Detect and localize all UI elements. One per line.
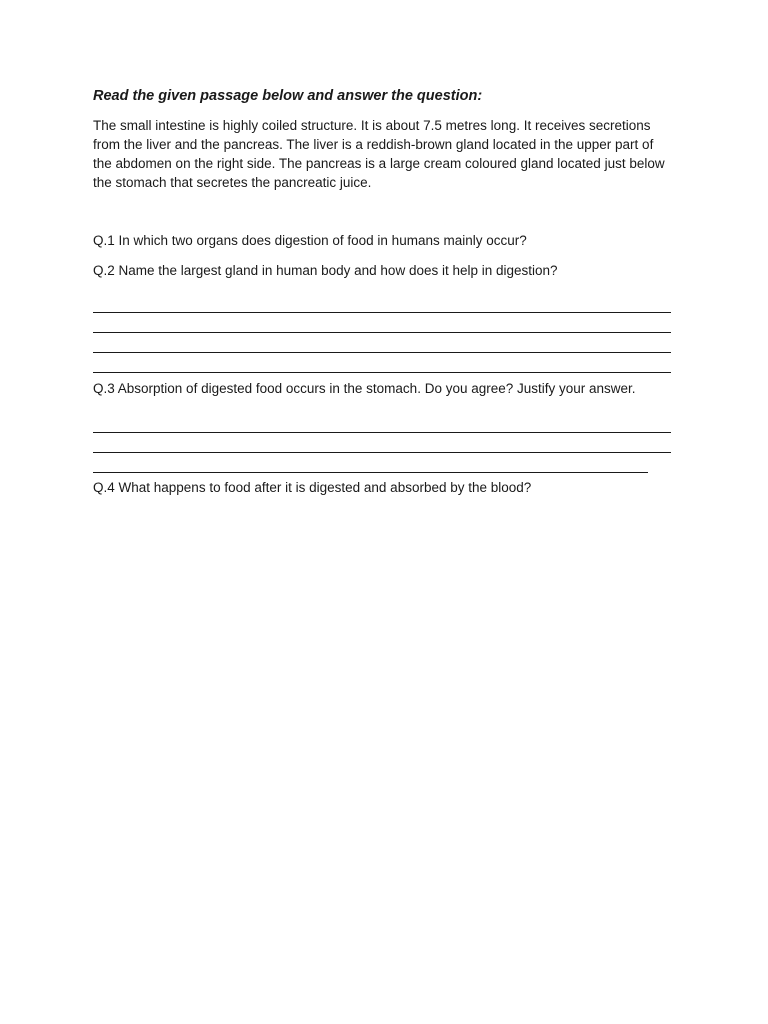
answer-line (93, 333, 671, 353)
reading-passage: The small intestine is highly coiled structure. It is about 7.5 metres long. It receives secretions from the liver and the pancreas. The liver is a reddish-brown gland located in the upper part of the abdomen on the right side. The pancreas is a large cream coloured gland located just below the stomach that secretes the pancreatic juice. (93, 118, 665, 190)
answer-lines-q3 (93, 413, 673, 473)
answer-line (93, 353, 671, 373)
worksheet-page (93, 86, 673, 497)
answer-line (93, 453, 648, 473)
answer-line (93, 413, 671, 433)
instruction-heading: Read the given passage below and answer the question: (93, 88, 483, 104)
answer-lines-q2 (93, 293, 673, 373)
question-1: Q.1 In which two organs does digestion of food in humans mainly occur? (93, 233, 527, 248)
answer-line (93, 313, 671, 333)
answer-line (93, 293, 671, 313)
question-4: Q.4 What happens to food after it is digested and absorbed by the blood? (93, 480, 532, 495)
answer-line (93, 433, 671, 453)
question-3: Q.3 Absorption of digested food occurs in the stomach. Do you agree? Justify your answer. (93, 381, 636, 396)
question-2: Q.2 Name the largest gland in human body and how does it help in digestion? (93, 263, 558, 278)
